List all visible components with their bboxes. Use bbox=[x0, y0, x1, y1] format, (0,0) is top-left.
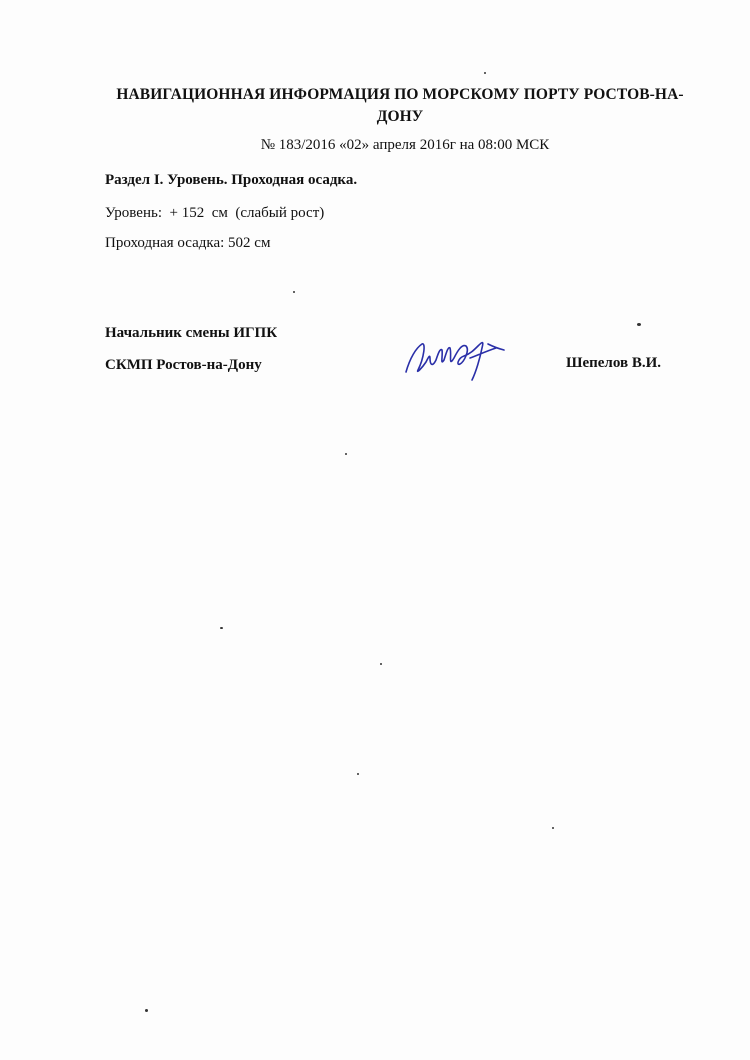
scan-speck bbox=[484, 72, 486, 74]
handwritten-signature bbox=[400, 328, 510, 383]
scan-speck bbox=[220, 627, 223, 629]
water-level-unit: см bbox=[211, 205, 228, 221]
scan-speck bbox=[293, 291, 295, 293]
water-level-trend: (слабый рост) bbox=[235, 205, 325, 221]
water-level-label: Уровень: bbox=[105, 205, 162, 221]
scan-speck bbox=[345, 453, 347, 455]
scan-speck bbox=[637, 323, 641, 326]
scan-speck bbox=[145, 1009, 148, 1012]
signatory-organization: СКМП Ростов-на-Дону bbox=[105, 357, 262, 373]
scan-speck bbox=[380, 663, 382, 665]
document-number-line: № 183/2016 «02» апреля 2016г на 08:00 МСК bbox=[260, 137, 550, 153]
section-heading: Раздел I. Уровень. Проходная осадка. bbox=[105, 172, 358, 188]
signatory-position: Начальник смены ИГПК bbox=[105, 325, 278, 341]
passing-draft-line: Проходная осадка: 502 см bbox=[105, 235, 271, 251]
water-level-value: + 152 bbox=[169, 205, 205, 221]
signatory-name: Шепелов В.И. bbox=[566, 355, 661, 371]
water-level-line bbox=[105, 205, 324, 222]
document-title: НАВИГАЦИОННАЯ ИНФОРМАЦИЯ ПО МОРСКОМУ ПОРТУ РОСТОВ-НА-ДОНУ bbox=[116, 86, 684, 125]
scan-speck bbox=[552, 827, 554, 829]
scan-speck bbox=[357, 773, 359, 775]
